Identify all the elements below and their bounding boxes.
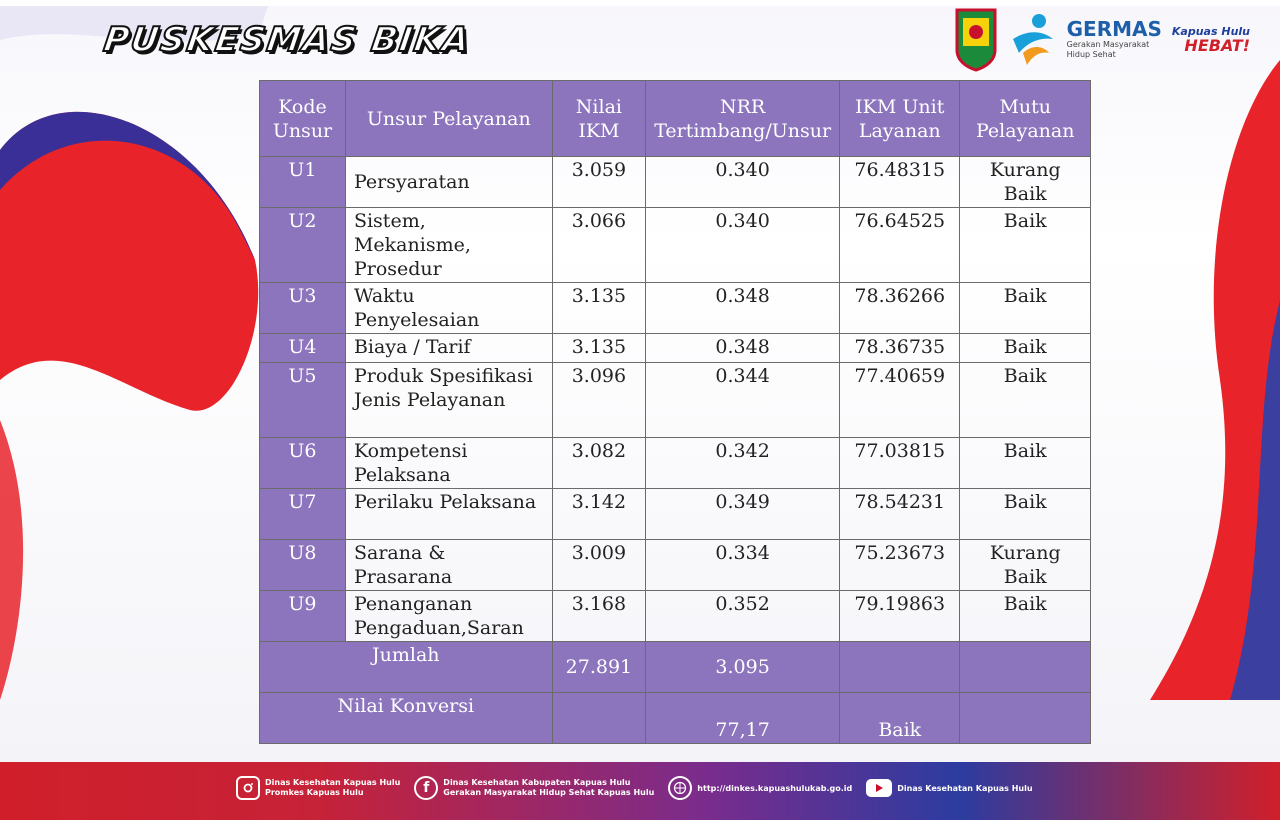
- cell-code: U5: [260, 363, 346, 438]
- cell-ikm: 78.36735: [840, 334, 960, 363]
- conversion-row: [260, 693, 1091, 744]
- konversi-empty: [960, 693, 1091, 744]
- cell-code: U1: [260, 157, 346, 208]
- cell-mutu: Baik: [960, 334, 1091, 363]
- cell-nrr: 0.352: [646, 591, 840, 642]
- table-row: [260, 283, 1091, 334]
- table-row: [260, 540, 1091, 591]
- konversi-mutu: Baik: [840, 693, 960, 744]
- kapuas-hulu-label: Kapuas Hulu: [1171, 25, 1250, 38]
- cell-nilai: 3.135: [552, 334, 646, 363]
- col-header-nilai: Nilai IKM: [552, 81, 646, 157]
- table-row: [260, 438, 1091, 489]
- cell-nrr: 0.344: [646, 363, 840, 438]
- globe-icon: [668, 776, 692, 800]
- cell-unsur: Waktu Penyelesaian: [345, 283, 552, 334]
- website-text: http://dinkes.kapuashulukab.go.id: [697, 783, 853, 793]
- page-title: PUSKESMAS BIKA: [101, 20, 474, 60]
- cell-unsur: Perilaku Pelaksana: [345, 489, 552, 540]
- cell-nilai: 3.142: [552, 489, 646, 540]
- facebook-link[interactable]: [414, 776, 654, 800]
- cell-mutu: Baik: [960, 283, 1091, 334]
- hebat-label: HEBAT!: [1184, 36, 1250, 55]
- col-header-nrr: NRR Tertimbang/Unsur: [646, 81, 840, 157]
- cell-ikm: 78.36266: [840, 283, 960, 334]
- cell-ikm: 76.48315: [840, 157, 960, 208]
- cell-nrr: 0.348: [646, 334, 840, 363]
- cell-code: U6: [260, 438, 346, 489]
- cell-unsur: Penanganan Pengaduan,Saran: [345, 591, 552, 642]
- instagram-link[interactable]: [236, 776, 400, 800]
- footer-bar: [0, 762, 1280, 820]
- col-header-ikm: IKM Unit Layanan: [840, 81, 960, 157]
- cell-unsur: Produk Spesifikasi Jenis Pelayanan: [345, 363, 552, 438]
- cell-nrr: 0.348: [646, 283, 840, 334]
- cell-nilai: 3.135: [552, 283, 646, 334]
- cell-nrr: 0.340: [646, 157, 840, 208]
- cell-nilai: 3.096: [552, 363, 646, 438]
- germas-sub-2: Hidup Sehat: [1066, 50, 1116, 59]
- cell-mutu: Kurang Baik: [960, 157, 1091, 208]
- jumlah-nrr: 3.095: [646, 642, 840, 693]
- table-header-row: [260, 81, 1091, 157]
- konversi-nrr: 77,17: [646, 693, 840, 744]
- cell-mutu: Kurang Baik: [960, 540, 1091, 591]
- footer-social-links: [236, 776, 1033, 800]
- germas-label: GERMAS: [1066, 17, 1162, 41]
- instagram-icon: [236, 776, 260, 800]
- jumlah-mutu-empty: [960, 642, 1091, 693]
- cell-unsur: Sistem, Mekanisme, Prosedur: [345, 208, 552, 283]
- col-header-unsur: Unsur Pelayanan: [345, 81, 552, 157]
- cell-nrr: 0.342: [646, 438, 840, 489]
- table-row: [260, 334, 1091, 363]
- cell-code: U8: [260, 540, 346, 591]
- kapuas-hebat-logo: [1172, 25, 1250, 53]
- cell-unsur: Persyaratan: [345, 157, 552, 208]
- col-header-kode: Kode Unsur: [260, 81, 346, 157]
- youtube-link[interactable]: [866, 779, 1032, 797]
- jumlah-label: Jumlah: [260, 642, 553, 693]
- konversi-nilai-empty: [552, 693, 646, 744]
- germas-text: [1067, 18, 1162, 60]
- cell-unsur: Kompetensi Pelaksana: [345, 438, 552, 489]
- cell-nilai: 3.082: [552, 438, 646, 489]
- cell-code: U2: [260, 208, 346, 283]
- facebook-text-2: Gerakan Masyarakat Hidup Sehat Kapuas Hulu: [443, 788, 655, 797]
- table-row: [260, 489, 1091, 540]
- cell-mutu: Baik: [960, 208, 1091, 283]
- cell-nilai: 3.009: [552, 540, 646, 591]
- col-header-mutu: Mutu Pelayanan: [960, 81, 1091, 157]
- cell-nrr: 0.340: [646, 208, 840, 283]
- table-row: [260, 363, 1091, 438]
- table-row: [260, 157, 1091, 208]
- instagram-text-1: Dinas Kesehatan Kapuas Hulu: [265, 778, 401, 787]
- jumlah-ikm-empty: [840, 642, 960, 693]
- cell-nrr: 0.334: [646, 540, 840, 591]
- cell-mutu: Baik: [960, 438, 1091, 489]
- facebook-icon: f: [414, 776, 438, 800]
- cell-nrr: 0.349: [646, 489, 840, 540]
- table-row: [260, 591, 1091, 642]
- total-row: [260, 642, 1091, 693]
- cell-nilai: 3.168: [552, 591, 646, 642]
- cell-nilai: 3.066: [552, 208, 646, 283]
- cell-ikm: 77.03815: [840, 438, 960, 489]
- cell-mutu: Baik: [960, 591, 1091, 642]
- cell-unsur: Sarana & Prasarana: [345, 540, 552, 591]
- cell-mutu: Baik: [960, 363, 1091, 438]
- header-logos: [953, 6, 1250, 72]
- youtube-icon: [866, 779, 892, 797]
- cell-ikm: 75.23673: [840, 540, 960, 591]
- left-wave-decoration: [0, 0, 270, 760]
- cell-mutu: Baik: [960, 489, 1091, 540]
- konversi-label: Nilai Konversi: [260, 693, 553, 744]
- table-row: [260, 208, 1091, 283]
- cell-ikm: 79.19863: [840, 591, 960, 642]
- cell-code: U9: [260, 591, 346, 642]
- cell-code: U3: [260, 283, 346, 334]
- website-link[interactable]: [668, 776, 852, 800]
- cell-ikm: 76.64525: [840, 208, 960, 283]
- cell-code: U7: [260, 489, 346, 540]
- jumlah-nilai: 27.891: [552, 642, 646, 693]
- cell-unsur: Biaya / Tarif: [345, 334, 552, 363]
- ikm-table: [259, 80, 1091, 744]
- germas-logo-icon: [1009, 9, 1057, 69]
- youtube-text: Dinas Kesehatan Kapuas Hulu: [897, 783, 1033, 793]
- kapuas-hulu-emblem-icon: [953, 6, 999, 72]
- cell-ikm: 78.54231: [840, 489, 960, 540]
- cell-nilai: 3.059: [552, 157, 646, 208]
- germas-sub-1: Gerakan Masyarakat: [1066, 40, 1150, 49]
- right-wave-decoration: [1080, 0, 1280, 760]
- cell-ikm: 77.40659: [840, 363, 960, 438]
- facebook-text-1: Dinas Kesehatan Kabupaten Kapuas Hulu: [443, 778, 631, 787]
- cell-code: U4: [260, 334, 346, 363]
- instagram-text-2: Promkes Kapuas Hulu: [265, 788, 364, 797]
